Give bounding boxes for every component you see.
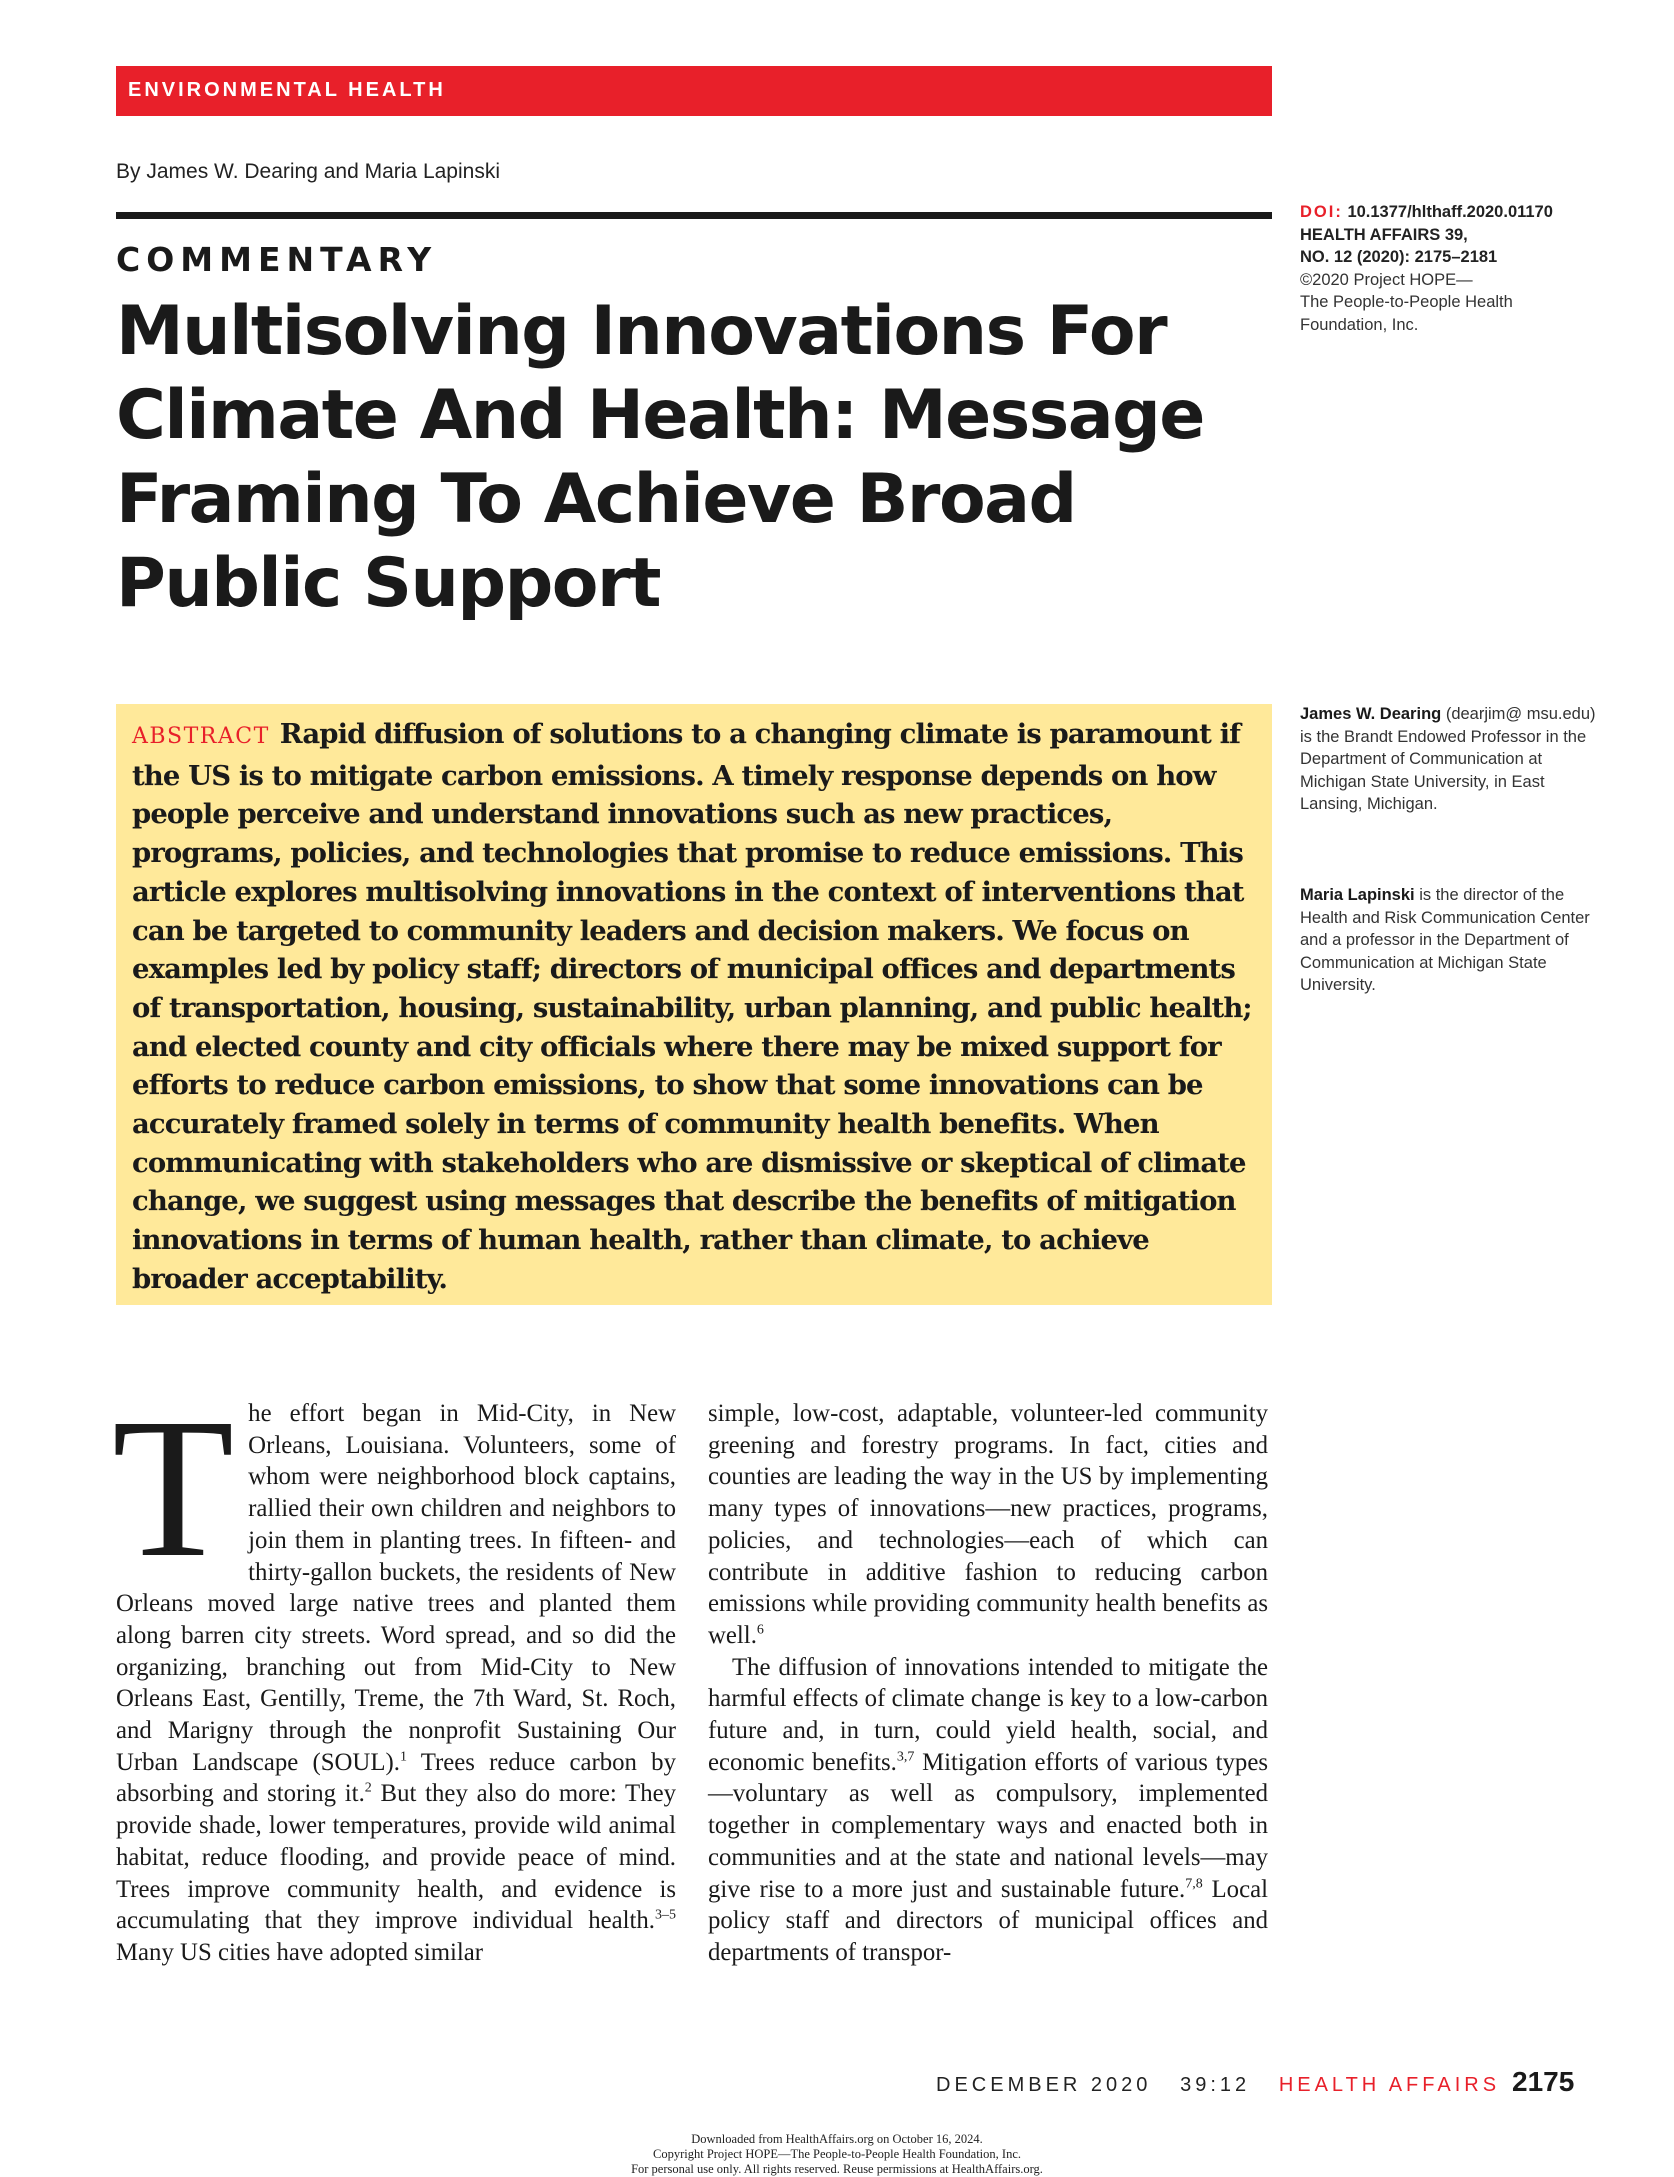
page-number: 2175: [1512, 2066, 1575, 2097]
journal-citation-1: HEALTH AFFAIRS 39,: [1300, 225, 1468, 244]
doi-link[interactable]: 10.1377/hlthaff.2020.01170: [1347, 203, 1553, 221]
body-column-2: [708, 1398, 1268, 1969]
body-paragraph: The effort began in Mid-City, in New Orleans, Louisiana. Volunteers, some of whom were neighborhood block captains, rallied their own children and neighbors to join them in planting trees. In fifteen- and thirty-gallon buckets, the residents of New Orleans moved large native trees and planted them along barren city streets. Word spread, and so did the organizing, branching out from Mid-City to New Orleans East, Gentilly, Treme, the 7th Ward, St. Roch, and Marigny through the nonprofit Sustaining Our Urban Landscape (SOUL).$^1$ Trees reduce carbon by absorbing and storing it.$^2$ But they also do more: They provide shade, lower temperatures, provide wild animal habitat, reduce flooding, and provide peace of mind. Trees improve community health, and evidence is accumulating that they improve individual health.$^{3-5}$ Many US cities have adopted similar: [112, 1378, 677, 1966]
article-title: Multisolving Innovations For Climate And Health: Message Framing To Achieve Broad Public Support: [116, 292, 1204, 623]
abstract-text: Rapid diffusion of solutions to a changing climate is paramount if the US is to mitigate carbon emissions. A timely response depends on how people perceive and understand innovations such as new practices, programs, policies, and technologies that promise to reduce emissions. This article explores multisolving innovations in the context of interventions that can be targeted to community leaders and decision makers. We focus on examples led by policy staff; directors of municipal offices and departments of transportation, housing, sustainability, urban planning, and public health; and elected county and city officials where there may be mixed support for efforts to reduce carbon emissions, to show that some innovations can be accurately framed solely in terms of community health benefits. When communicating with stakeholders who are dismissive or skeptical of climate change, we suggest using messages that describe the benefits of mitigation innovations in terms of human health, rather than climate, to achieve broader acceptability.: [132, 718, 1252, 1295]
download-notice-1: Downloaded from HealthAffairs.org on October 16, 2024.: [691, 2132, 983, 2146]
drop-cap: T: [112, 1378, 235, 1599]
section-label: ENVIRONMENTAL HEALTH: [128, 79, 446, 101]
footer-journal: HEALTH AFFAIRS: [1278, 2074, 1501, 2096]
reference-link[interactable]: 2: [364, 1781, 372, 1797]
author-name: Maria Lapinski: [1300, 886, 1415, 904]
article-meta: [1300, 201, 1600, 336]
title-rule: [116, 212, 1272, 219]
reference-link[interactable]: 6: [756, 1622, 764, 1638]
section-banner: [116, 66, 1272, 116]
body-paragraph: simple, low-cost, adaptable, volunteer-led community greening and forestry programs. In fact, cities and counties are leading the way in the US by implementing many types of innovations—new practices, programs, policies, and technologies—each of which can contribute in additive fashion to reducing carbon emissions while providing community health benefits as well.$^6$: [708, 1400, 1268, 1649]
body-column-1: [112, 1378, 677, 1969]
abstract-label: ABSTRACT: [132, 724, 270, 749]
doi-label: DOI:: [1300, 203, 1343, 221]
copyright-1: ©2020 Project HOPE—: [1300, 270, 1473, 289]
article-kicker: COMMENTARY: [116, 240, 438, 279]
footer-issue: DECEMBER 2020: [936, 2074, 1152, 2096]
reference-link[interactable]: 1: [399, 1749, 407, 1765]
copyright-2: The People-to-People Health: [1300, 293, 1513, 311]
reference-link[interactable]: 7,8: [1185, 1876, 1203, 1892]
author-bio-text: is the director of the Health and Risk Communication Center and a professor in the Department of Communication at Michigan State University.: [1300, 886, 1590, 994]
body-paragraph: The diffusion of innovations intended to mitigate the harmful effects of climate change is key to a low-carbon future and, in turn, could yield health, social, and economic benefits.$^{3,7}$ Mitigation efforts of various types—voluntary as well as compulsory, implemented together in complementary ways and enacted both in communities and at the state and national levels—may give rise to a more just and sustainable future.$^{7,8}$ Local policy staff and directors of municipal offices and departments of transpor-: [708, 1653, 1268, 1966]
journal-citation-2: NO. 12 (2020): 2175–2181: [1300, 248, 1498, 266]
footer-volume: 39:12: [1180, 2074, 1251, 2096]
author-bio-dearing: [1300, 703, 1600, 816]
download-notice-2: Copyright Project HOPE—The People-to-People Health Foundation, Inc.: [653, 2147, 1021, 2161]
abstract-box: [116, 704, 1272, 1305]
byline: By James W. Dearing and Maria Lapinski: [116, 160, 500, 183]
download-notice-3: For personal use only. All rights reserved. Reuse permissions at HealthAffairs.org.: [631, 2162, 1043, 2176]
reference-link[interactable]: 3–5: [655, 1907, 676, 1923]
copyright-3: Foundation, Inc.: [1300, 315, 1419, 334]
author-bio-text: (dearjim@ msu.edu) is the Brandt Endowed Professor in the Department of Communication at Michigan State University, in East Lansing, Michigan.: [1300, 705, 1596, 813]
reference-link[interactable]: 3,7: [896, 1749, 915, 1765]
running-footer: [936, 2074, 1500, 2097]
author-name: James W. Dearing: [1300, 705, 1442, 723]
author-bio-lapinski: [1300, 884, 1600, 997]
